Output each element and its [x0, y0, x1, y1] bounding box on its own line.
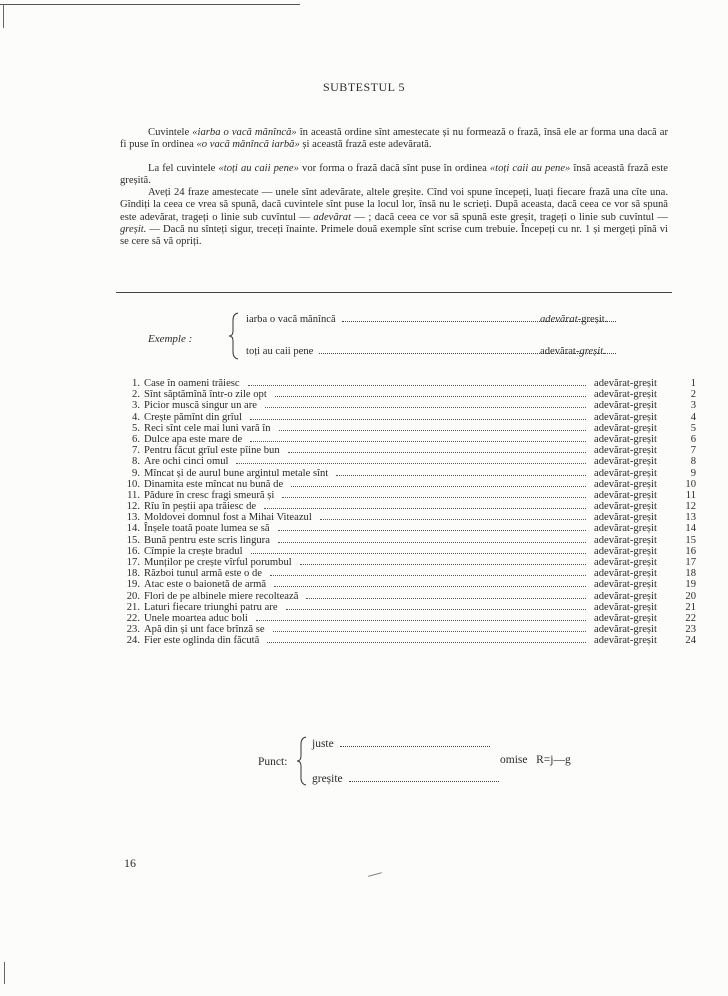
item-right-number: 10 [685, 478, 696, 490]
item-text: Sînt săptămînă într-o zile opt [144, 389, 267, 401]
example-2-text: toți au caii pene [246, 346, 314, 357]
item-number: 6. [132, 433, 140, 445]
dot-leader [248, 385, 586, 386]
answer-choice[interactable]: adevărat-greșit [594, 568, 657, 580]
item-text: Picior muscă singur un are [144, 400, 257, 412]
sentence-item [120, 579, 696, 590]
item-right-number: 16 [685, 545, 696, 557]
answer-choice[interactable]: adevărat-greșit [594, 557, 657, 568]
stray-mark [368, 872, 382, 877]
item-text: Apă din și unt face brînză se [144, 624, 265, 636]
item-text: Dulce apa este mare de [144, 433, 243, 445]
dot-leader [256, 620, 586, 621]
answer-choice[interactable]: adevărat-greșit [594, 635, 657, 647]
sentence-item [120, 389, 696, 400]
item-right-number: 8 [690, 456, 696, 468]
answer-choice[interactable]: adevărat-greșit [594, 456, 657, 468]
answer-choice[interactable]: adevărat-greșit [594, 489, 657, 501]
item-text: Război tunul armă este o de [144, 568, 262, 580]
sentence-item [120, 613, 696, 624]
item-text: Case în oameni trăiesc [144, 378, 240, 389]
item-number: 24. [126, 635, 140, 647]
item-text: Pădure în cresc fragi smeură și [144, 489, 275, 501]
dot-leader [265, 407, 586, 408]
item-number: 14. [126, 523, 140, 535]
sentence-item [120, 423, 696, 434]
answer-choice[interactable]: adevărat-greșit [594, 378, 657, 389]
sentence-item [120, 512, 696, 523]
dot-leader [267, 642, 586, 643]
item-text: Flori de pe albinele miere recoltează [144, 590, 299, 602]
dot-leader [250, 441, 586, 442]
answer-choice[interactable]: adevărat-greșit [594, 579, 657, 591]
examples-brace [228, 312, 240, 360]
sentence-item [120, 635, 696, 646]
item-right-number: 1 [690, 378, 696, 389]
sentence-item [120, 456, 696, 467]
dot-leader [278, 530, 586, 531]
item-right-number: 13 [685, 512, 696, 524]
examples-label: Exemple : [148, 333, 193, 345]
item-number: 4. [132, 411, 140, 423]
scan-edge-left [3, 4, 4, 28]
page-title: SUBTESTUL 5 [322, 80, 406, 94]
item-number: 18. [126, 568, 140, 580]
item-right-number: 14 [685, 523, 696, 535]
answer-choice[interactable]: adevărat-greșit [594, 467, 657, 479]
dot-leader [291, 486, 586, 487]
section-divider [116, 292, 672, 293]
answer-choice[interactable]: adevărat-greșit [594, 478, 657, 490]
item-text: Crește pămînt din grîul [144, 411, 242, 423]
score-correct-row [312, 737, 490, 750]
item-number: 11. [127, 489, 140, 501]
item-right-number: 4 [690, 411, 696, 423]
item-right-number: 9 [690, 467, 696, 479]
item-text: Atac este o baionetă de armă [144, 579, 267, 591]
item-number: 22. [126, 612, 140, 624]
answer-choice[interactable]: adevărat-greșit [594, 411, 657, 423]
score-omitted [500, 754, 571, 766]
score-formula: R=j—g [536, 754, 571, 766]
item-right-number: 12 [685, 501, 696, 513]
sentence-item [120, 602, 696, 613]
item-number: 12. [126, 501, 140, 513]
item-right-number: 6 [690, 433, 696, 445]
item-number: 10. [126, 478, 140, 490]
item-number: 2. [132, 389, 140, 401]
answer-choice[interactable]: adevărat-greșit [594, 501, 657, 513]
item-text: Mîncat și de aurul bune argintul metale sînt [144, 467, 329, 479]
instruction-paragraph-3: Aveți 24 fraze amestecate — unele sînt adevărate, altele greșite. Cînd voi spune începeți, luați fiecare frază una cîte una. Gîndiți la ceea ce vrea să spună, dacă cuvintele sînt puse la locul lor, însă nu le scrieți. După aceasta, dacă ceea ce vor să spună este adevărat, trageți o linie sub cuvîntul — adevărat — ; dacă ceea ce vor să spună este greșit, trageți o linie sub cuvîntul — greșit. — Dacă nu sînteți sigur, treceți înainte. Primele două exemple sînt scrise cum trebuie. Începeți cu nr. 1 și mergeți pînă vi se cere să vă opriți. [120, 187, 668, 248]
scan-edge-top [0, 4, 300, 5]
item-number: 20. [126, 590, 140, 602]
item-text: Pentru făcut grîul este pîine bun [144, 445, 280, 457]
sentence-item [120, 378, 696, 389]
item-right-number: 21 [685, 601, 696, 613]
item-number: 16. [126, 545, 140, 557]
item-number: 5. [132, 422, 140, 434]
item-right-number: 5 [690, 422, 696, 434]
example-1-text: iarba o vacă mănîncă [246, 314, 336, 325]
dot-leader [282, 497, 586, 498]
sentence-item [120, 535, 696, 546]
answer-choice[interactable]: adevărat-greșit [594, 601, 657, 613]
sentence-item [120, 624, 696, 635]
item-right-number: 23 [685, 624, 696, 636]
item-text: Munților pe crește vîrful porumbul [144, 557, 292, 568]
page-number: 16 [124, 856, 136, 870]
dot-leader [278, 542, 586, 543]
sentence-item [120, 479, 696, 490]
answer-choice[interactable]: adevărat-greșit [594, 512, 657, 524]
score-wrong-label: greșite [312, 773, 343, 785]
answer-choice[interactable]: adevărat-greșit [594, 624, 657, 636]
item-right-number: 19 [685, 579, 696, 591]
dot-leader [286, 609, 586, 610]
sentence-item [120, 434, 696, 445]
item-number: 19. [126, 579, 140, 591]
score-wrong-field[interactable] [349, 772, 499, 782]
score-omitted-label: omise [500, 754, 528, 766]
dot-leader [270, 575, 586, 576]
item-text: Reci sînt cele mai luni vară în [144, 422, 271, 434]
sentence-item [120, 546, 696, 557]
sentence-item [120, 557, 696, 568]
sentence-item [120, 490, 696, 501]
item-right-number: 18 [685, 568, 696, 580]
dot-leader [274, 586, 586, 587]
item-number: 21. [126, 601, 140, 613]
scan-edge-bottom-left [4, 962, 5, 984]
item-text: Dinamita este mîncat nu bună de [144, 478, 284, 490]
item-number: 17. [126, 557, 140, 568]
answer-choice[interactable]: adevărat-greșit [594, 545, 657, 557]
answer-choice[interactable]: adevărat-greșit [594, 523, 657, 535]
item-number: 1. [132, 378, 140, 389]
dot-leader [300, 564, 586, 565]
item-text: Rîu în peștii apa trăiesc de [144, 501, 257, 513]
sentence-item [120, 591, 696, 602]
dot-leader [275, 396, 586, 397]
example-1-answer: adevărat-greșit. [540, 314, 608, 325]
answer-choice[interactable]: adevărat-greșit [594, 422, 657, 434]
item-number: 9. [132, 467, 140, 479]
item-number: 13. [126, 512, 140, 524]
item-text: Fier este oglinda din făcută [144, 635, 260, 647]
example-2-answer: adevărat-greșit. [540, 346, 606, 357]
sentence-item [120, 568, 696, 579]
dot-leader [288, 452, 586, 453]
item-text: Laturi fiecare triunghi patru are [144, 601, 278, 613]
item-right-number: 7 [690, 445, 696, 457]
dot-leader [306, 598, 586, 599]
answer-choice[interactable]: adevărat-greșit [594, 433, 657, 445]
dot-leader [279, 430, 587, 431]
sentence-item [120, 523, 696, 534]
score-brace [296, 736, 308, 786]
sentence-item [120, 501, 696, 512]
score-correct-label: juste [312, 738, 334, 750]
item-right-number: 24 [685, 635, 696, 647]
sentence-item [120, 468, 696, 479]
answer-choice[interactable]: adevărat-greșit [594, 612, 657, 624]
item-number: 7. [132, 445, 140, 457]
item-text: Bună pentru este scris lingura [144, 534, 270, 546]
sentence-item [120, 445, 696, 456]
answer-choice[interactable]: adevărat-greșit [594, 590, 657, 602]
answer-choice[interactable]: adevărat-greșit [594, 400, 657, 412]
item-number: 8. [132, 456, 140, 468]
item-right-number: 15 [685, 534, 696, 546]
score-wrong-row [312, 772, 499, 785]
score-label: Punct: [258, 756, 288, 768]
instruction-paragraph-1: Cuvintele «iarba o vacă mănîncă» în această ordine sînt amestecate și nu formează o frază, însă ele ar forma una dacă ar fi puse în ordinea «o vacă mănîncă iarbă» și această frază este adevărată. [120, 127, 668, 151]
item-right-number: 11 [685, 489, 696, 501]
instruction-paragraph-2: La fel cuvintele «toți au caii pene» vor forma o frază dacă sînt puse în ordinea «toți caii au pene» însă această frază este greșită. [120, 163, 668, 187]
dot-leader [264, 508, 586, 509]
score-correct-field[interactable] [340, 737, 490, 747]
item-number: 23. [126, 624, 140, 636]
item-text: Unele moartea aduc boli [144, 612, 248, 624]
item-number: 15. [126, 534, 140, 546]
item-right-number: 17 [685, 557, 696, 568]
answer-choice[interactable]: adevărat-greșit [594, 389, 657, 401]
sentence-list [120, 378, 696, 647]
dot-leader [320, 519, 586, 520]
sentence-item [120, 400, 696, 411]
dot-leader [251, 553, 586, 554]
answer-choice[interactable]: adevărat-greșit [594, 445, 657, 457]
item-text: Moldovei domnul fost a Mihai Viteazul [144, 512, 312, 524]
dot-leader [336, 475, 586, 476]
item-text: Are ochi cinci omul [144, 456, 229, 468]
dot-leader [273, 631, 586, 632]
dot-leader [250, 419, 586, 420]
answer-choice[interactable]: adevărat-greșit [594, 534, 657, 546]
item-text: Înșele toată poate lumea se să [144, 523, 270, 535]
item-right-number: 22 [685, 612, 696, 624]
item-number: 3. [132, 400, 140, 412]
dot-leader [236, 463, 586, 464]
item-right-number: 2 [690, 389, 696, 401]
item-right-number: 3 [690, 400, 696, 412]
item-right-number: 20 [685, 590, 696, 602]
sentence-item [120, 412, 696, 423]
item-text: Cîmpie la crește bradul [144, 545, 243, 557]
